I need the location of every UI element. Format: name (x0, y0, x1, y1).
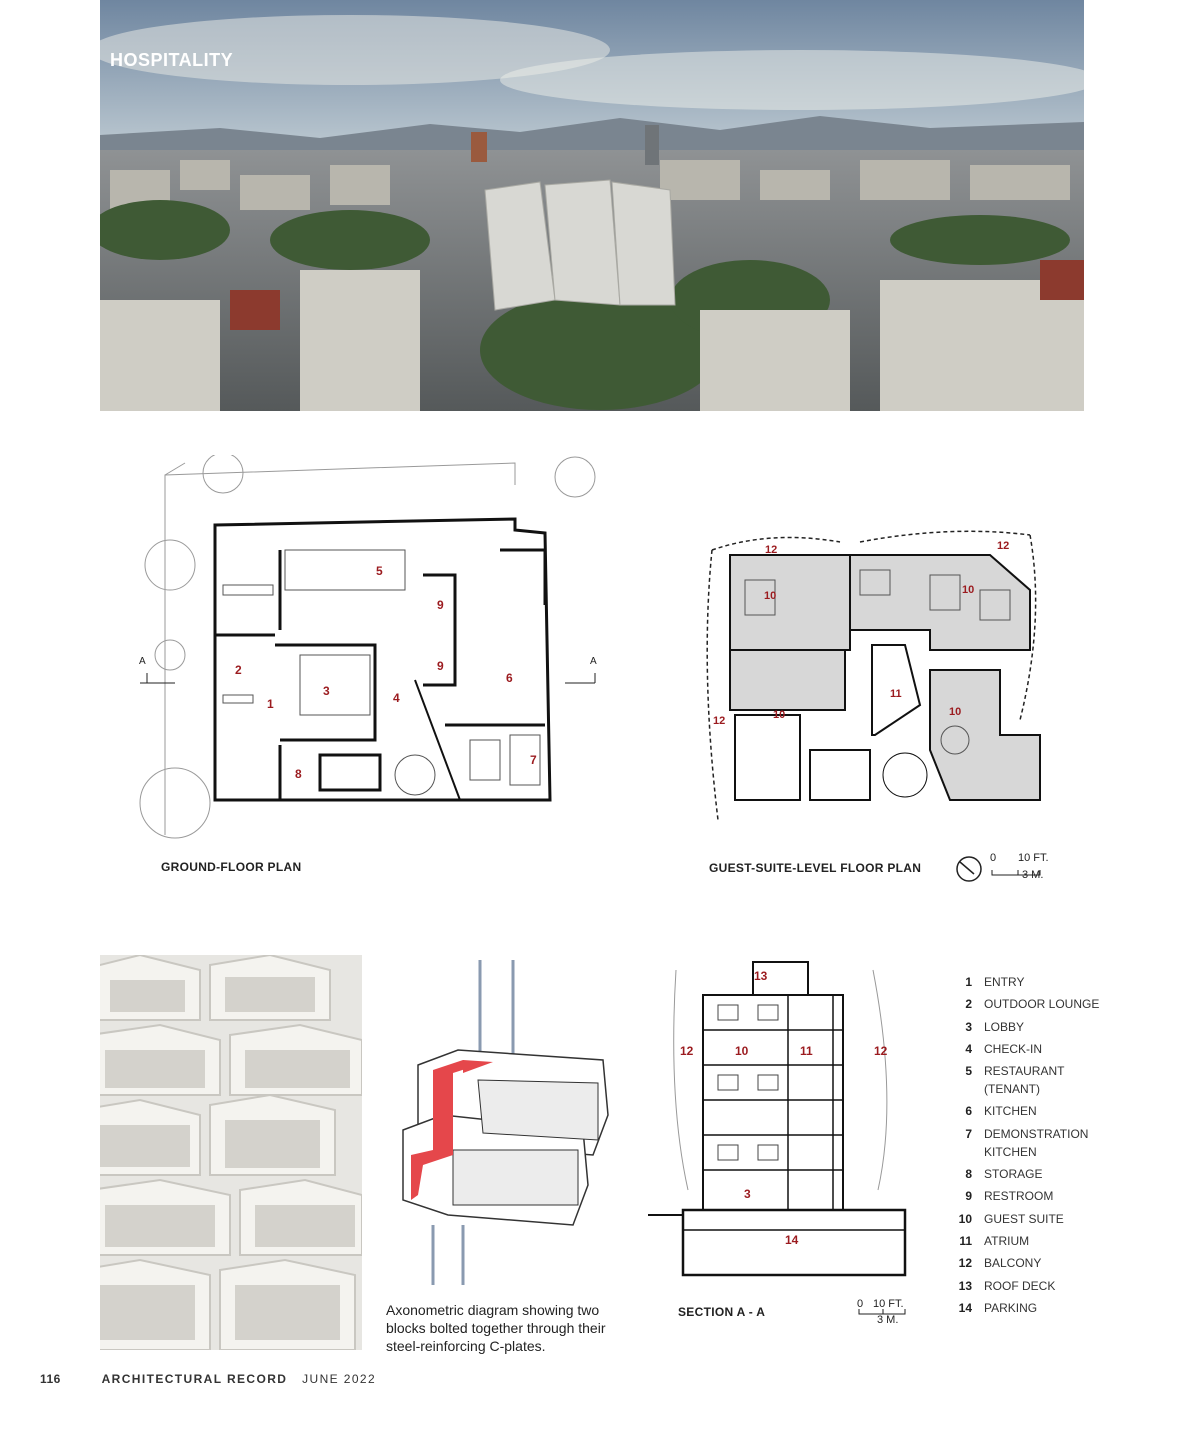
legend-label: BALCONY (984, 1256, 1042, 1271)
plan-label-1: 1 (267, 697, 274, 711)
legend-number: 7 (965, 1126, 972, 1141)
section-scale-bar (857, 1298, 927, 1328)
legend-item (946, 1299, 1146, 1317)
section-marker-left: A (139, 656, 146, 667)
legend-label: ENTRY (984, 975, 1025, 989)
ground-floor-plan (135, 455, 615, 845)
magazine-name: ARCHITECTURAL RECORD (101, 1372, 288, 1386)
plan-label-12b: 12 (997, 540, 1010, 552)
legend-label: RESTAURANT (TENANT) (984, 1064, 1065, 1097)
legend-item (946, 1062, 1146, 1098)
legend-item (946, 1187, 1146, 1205)
scale-feet: 10 FT. (1018, 852, 1049, 864)
cityscape-image (100, 0, 1084, 411)
guest-suite-plan (700, 520, 1050, 850)
legend-number: 12 (958, 1256, 972, 1271)
issue-date: JUNE 2022 (302, 1372, 377, 1386)
plan-label-4: 4 (393, 691, 400, 705)
legend-item (946, 995, 1146, 1013)
scale-zero: 0 (990, 852, 997, 864)
plan-label-10c: 10 (773, 709, 786, 721)
section-label-14: 14 (785, 1233, 799, 1247)
legend-item (946, 1232, 1146, 1250)
plan-label-2: 2 (235, 663, 242, 677)
plan-label-9b: 9 (437, 659, 444, 673)
legend-number: 3 (965, 1019, 972, 1034)
page-footer (40, 1372, 376, 1386)
section-label-12a: 12 (680, 1044, 694, 1058)
legend-number: 8 (965, 1167, 972, 1182)
legend-number: 11 (959, 1233, 972, 1248)
legend-number: 10 (958, 1211, 972, 1226)
section-label-13: 13 (754, 969, 768, 983)
page-number: 116 (40, 1372, 61, 1386)
legend-label: RESTROOM (984, 1189, 1054, 1204)
legend-item (946, 1018, 1146, 1036)
plan-label-6: 6 (506, 671, 513, 685)
plan-label-10d: 10 (949, 706, 962, 718)
legend-label: ROOF DECK (984, 1278, 1056, 1293)
facade-tile-photo (100, 955, 362, 1350)
legend-label: LOBBY (984, 1019, 1025, 1034)
plan-label-5: 5 (376, 564, 383, 578)
legend-item (946, 1102, 1146, 1120)
plan-label-8: 8 (295, 767, 302, 781)
hero-photo (100, 0, 1084, 411)
legend-label: GUEST SUITE (984, 1211, 1064, 1226)
plan-scale-bar (956, 852, 1056, 886)
legend-label: CHECK-IN (984, 1041, 1043, 1056)
section-scale-zero: 0 (857, 1298, 864, 1310)
ground-floor-plan-drawing (135, 455, 615, 845)
facade-tile-image (100, 955, 362, 1350)
legend-number: 4 (965, 1041, 972, 1056)
section-scale-meters: 3 M. (877, 1314, 899, 1326)
plan-label-10a: 10 (764, 590, 777, 602)
section-marker-right: A (590, 656, 597, 667)
section-label-11: 11 (800, 1044, 813, 1058)
axonometric-caption: Axonometric diagram showing two blocks bolted together through their steel-reinforcing C-plates. (386, 1302, 606, 1354)
plan-label-12a: 12 (765, 544, 778, 556)
section-label-12b: 12 (874, 1044, 888, 1058)
section-label: HOSPITALITY (110, 50, 234, 70)
section-label-10: 10 (735, 1044, 749, 1058)
legend-number: 1 (965, 975, 972, 989)
legend-label: PARKING (984, 1300, 1038, 1315)
section-caption: SECTION A - A (678, 1305, 766, 1319)
legend-label: KITCHEN (984, 1104, 1037, 1119)
axonometric-drawing (383, 955, 633, 1295)
plan-label-12c: 12 (713, 715, 726, 727)
legend-item (946, 1277, 1146, 1295)
legend-item (946, 1165, 1146, 1183)
guest-suite-caption: GUEST-SUITE-LEVEL FLOOR PLAN (709, 861, 922, 875)
section-a-a-drawing (648, 960, 910, 1280)
section-scale-feet: 10 FT. (873, 1298, 904, 1310)
legend-item (946, 1040, 1146, 1058)
guest-suite-plan-drawing (700, 520, 1050, 850)
legend-number: 14 (958, 1300, 972, 1315)
legend-item (946, 1125, 1146, 1161)
ground-floor-caption: GROUND-FLOOR PLAN (161, 860, 302, 874)
legend-item (946, 1210, 1146, 1228)
legend-label: STORAGE (984, 1167, 1043, 1182)
plan-label-11: 11 (890, 688, 902, 700)
section-label-3: 3 (744, 1187, 751, 1201)
section-drawing (648, 960, 910, 1280)
legend-label: OUTDOOR LOUNGE (984, 997, 1100, 1012)
legend-number: 6 (965, 1104, 972, 1119)
legend-label: ATRIUM (984, 1233, 1030, 1248)
plan-label-10b: 10 (962, 584, 975, 596)
axonometric-diagram (383, 955, 633, 1295)
legend-number: 9 (965, 1189, 972, 1204)
legend-label: DEMONSTRATION KITCHEN (984, 1126, 1089, 1159)
legend-item (946, 973, 1146, 991)
plan-label-3: 3 (323, 684, 330, 698)
plan-label-7: 7 (530, 753, 537, 767)
plan-label-9a: 9 (437, 598, 444, 612)
legend-number: 5 (965, 1064, 972, 1079)
scale-meters: 3 M. (1022, 869, 1044, 881)
legend-list (946, 973, 1146, 1321)
legend-number: 13 (958, 1278, 972, 1293)
legend-item (946, 1254, 1146, 1272)
legend-number: 2 (965, 997, 972, 1012)
